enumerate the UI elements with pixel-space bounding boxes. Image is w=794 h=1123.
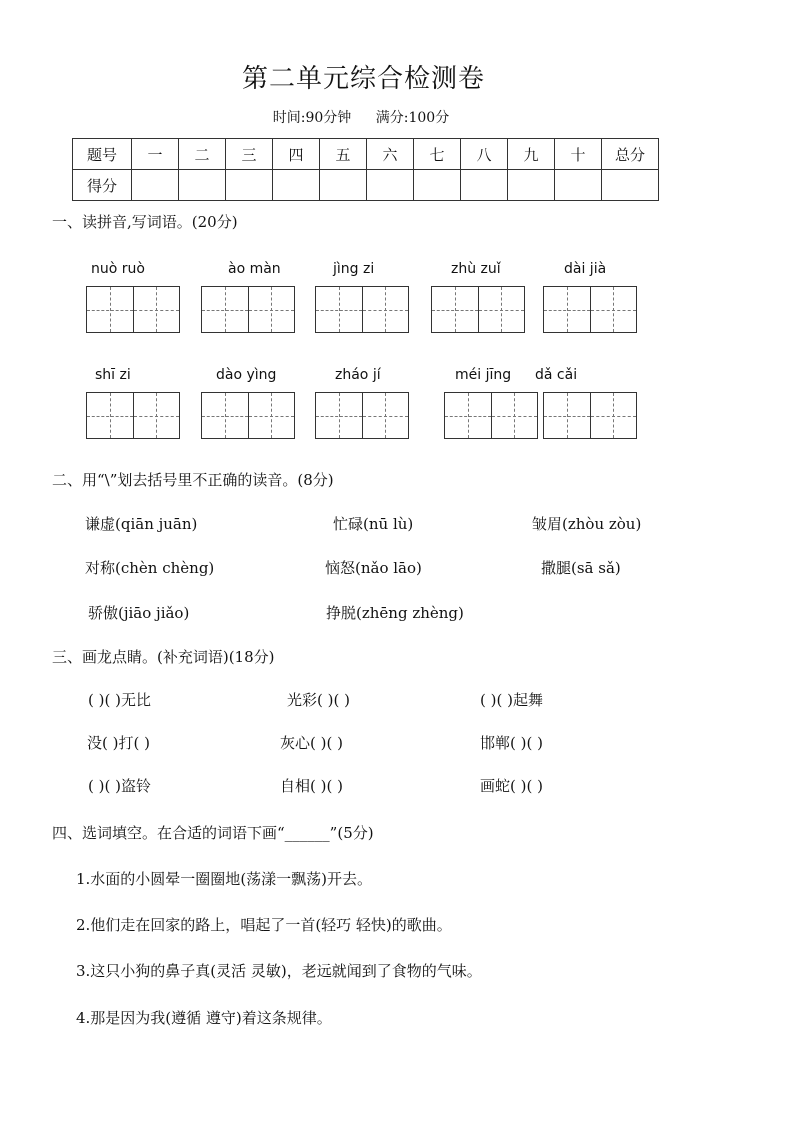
pinyin-label: zhù zuǐ <box>451 261 501 277</box>
word-choice-question[interactable]: 3.这只小狗的鼻子真(灵活 灵敏)，老远就闻到了食物的气味。 <box>76 962 482 980</box>
score-header-cell: 题号 <box>73 139 132 170</box>
reading-item[interactable]: 骄傲(jiāo jiǎo) <box>88 604 190 622</box>
score-info: 满分:100分 <box>375 110 450 126</box>
score-input-cell[interactable] <box>320 170 367 201</box>
reading-item[interactable]: 挣脱(zhēng zhèng) <box>326 604 464 622</box>
score-input-cell[interactable] <box>555 170 602 201</box>
score-input-cell[interactable] <box>226 170 273 201</box>
score-table <box>72 138 659 201</box>
page-title: 第二单元综合检测卷 <box>241 64 485 94</box>
score-input-cell[interactable] <box>602 170 659 201</box>
pinyin-label: jìng zi <box>333 261 375 277</box>
writing-grid[interactable] <box>86 286 180 333</box>
score-header-cell: 三 <box>226 139 273 170</box>
word-choice-question[interactable]: 1.水面的小圆晕一圈圈地(荡漾一飘荡)开去。 <box>76 870 373 888</box>
writing-grid[interactable] <box>86 392 180 439</box>
score-header-cell: 五 <box>320 139 367 170</box>
pinyin-label: méi jīng <box>455 367 512 383</box>
score-header-cell: 八 <box>461 139 508 170</box>
writing-grid[interactable] <box>201 392 295 439</box>
writing-grid[interactable] <box>444 392 538 439</box>
pinyin-label: nuò ruò <box>91 261 145 277</box>
score-row-label: 得分 <box>73 170 132 201</box>
reading-item[interactable]: 忙碌(nū lù) <box>333 515 414 533</box>
idiom-fill-item[interactable]: ( )( )起舞 <box>480 691 543 709</box>
idiom-fill-item[interactable]: 光彩( )( ) <box>287 691 350 709</box>
writing-grid[interactable] <box>315 392 409 439</box>
section-4-heading: 四、选词填空。在合适的词语下画“______”(5分) <box>52 824 374 842</box>
pinyin-label: dài jià <box>564 261 607 277</box>
score-header-cell: 七 <box>414 139 461 170</box>
score-header-cell: 六 <box>367 139 414 170</box>
pinyin-label: zháo jí <box>335 367 381 383</box>
writing-grid[interactable] <box>201 286 295 333</box>
score-table-score-row <box>73 170 659 201</box>
writing-grid[interactable] <box>315 286 409 333</box>
score-header-cell: 总分 <box>602 139 659 170</box>
word-choice-question[interactable]: 4.那是因为我(遵循 遵守)着这条规律。 <box>76 1009 332 1027</box>
writing-grid[interactable] <box>431 286 525 333</box>
idiom-fill-item[interactable]: 没( )打( ) <box>87 734 150 752</box>
score-header-cell: 四 <box>273 139 320 170</box>
score-input-cell[interactable] <box>461 170 508 201</box>
idiom-fill-item[interactable]: ( )( )盗铃 <box>88 777 151 795</box>
section-1-heading: 一、读拼音,写词语。(20分) <box>52 213 238 231</box>
time-info: 时间:90分钟 <box>272 110 352 126</box>
idiom-fill-item[interactable]: 邯郸( )( ) <box>480 734 543 752</box>
score-header-cell: 九 <box>508 139 555 170</box>
idiom-fill-item[interactable]: 灰心( )( ) <box>280 734 343 752</box>
score-table-header-row <box>73 139 659 170</box>
score-input-cell[interactable] <box>179 170 226 201</box>
reading-item[interactable]: 撒腿(sā sǎ) <box>541 559 621 577</box>
score-header-cell: 二 <box>179 139 226 170</box>
pinyin-label: shī zi <box>95 367 131 383</box>
reading-item[interactable]: 谦虚(qiān juān) <box>85 515 198 533</box>
idiom-fill-item[interactable]: 自相( )( ) <box>280 777 343 795</box>
idiom-fill-item[interactable]: ( )( )无比 <box>88 691 151 709</box>
score-input-cell[interactable] <box>132 170 179 201</box>
reading-item[interactable]: 恼怒(nǎo lāo) <box>325 559 422 577</box>
pinyin-label: dào yìng <box>216 367 277 383</box>
score-input-cell[interactable] <box>414 170 461 201</box>
score-input-cell[interactable] <box>508 170 555 201</box>
word-choice-question[interactable]: 2.他们走在回家的路上，唱起了一首(轻巧 轻快)的歌曲。 <box>76 916 452 934</box>
idiom-fill-item[interactable]: 画蛇( )( ) <box>480 777 543 795</box>
score-input-cell[interactable] <box>367 170 414 201</box>
score-header-cell: 十 <box>555 139 602 170</box>
score-input-cell[interactable] <box>273 170 320 201</box>
pinyin-label: dǎ cǎi <box>535 367 578 383</box>
exam-info <box>0 107 722 127</box>
writing-grid[interactable] <box>543 286 637 333</box>
writing-grid[interactable] <box>543 392 637 439</box>
section-2-heading: 二、用“\”划去括号里不正确的读音。(8分) <box>52 471 334 489</box>
pinyin-label: ào màn <box>228 261 281 277</box>
section-3-heading: 三、画龙点睛。(补充词语)(18分) <box>52 648 275 666</box>
reading-item[interactable]: 皱眉(zhòu zòu) <box>532 515 642 533</box>
reading-item[interactable]: 对称(chèn chèng) <box>85 559 215 577</box>
score-header-cell: 一 <box>132 139 179 170</box>
